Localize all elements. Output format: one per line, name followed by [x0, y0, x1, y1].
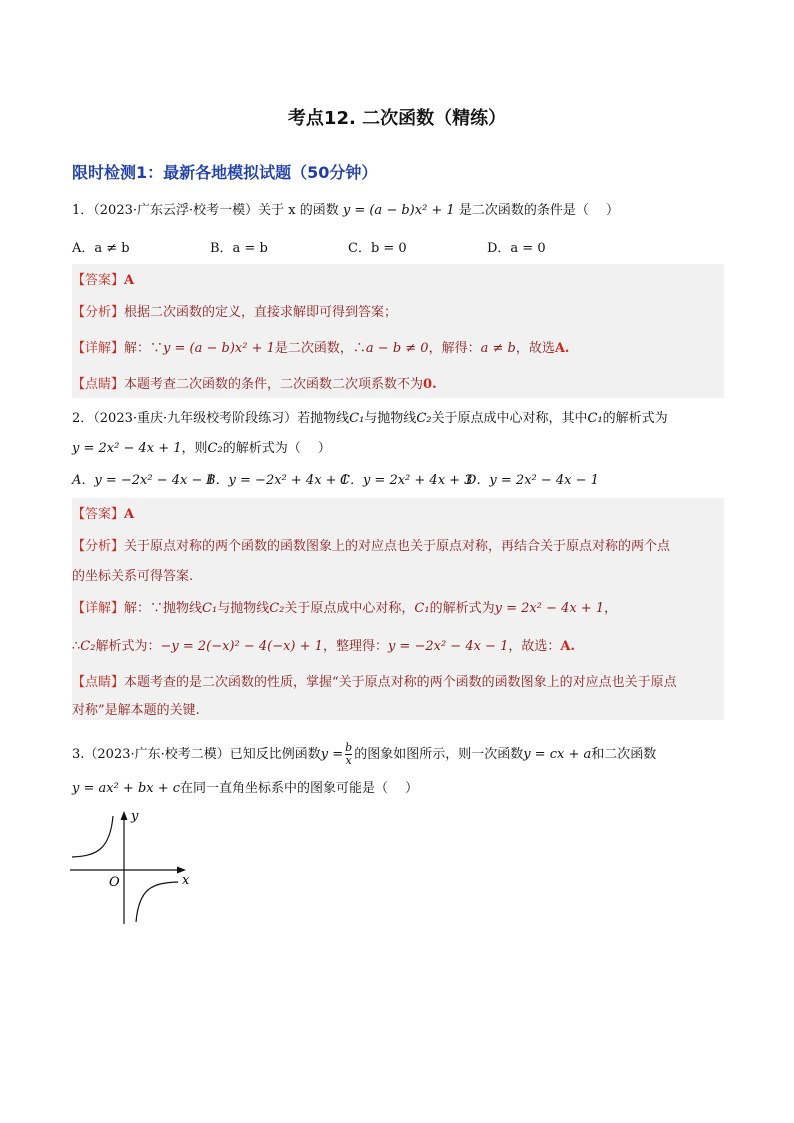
- q3-stem-text: 和二次函数: [591, 747, 657, 762]
- detail-c1: C₁: [202, 601, 218, 616]
- q2-formula: y = 2x² − 4x + 1: [72, 441, 182, 456]
- q1-option-c: C．b = 0: [348, 241, 407, 256]
- q3-stem-text: 3.（2023·广东·校考二模）已知反比例函数: [72, 747, 321, 762]
- answer-value: A: [124, 507, 135, 522]
- q2-answer: [72, 506, 134, 524]
- detail-text: ，故选：: [508, 639, 561, 654]
- answer-label: 【答案】: [72, 507, 125, 522]
- q1-analysis: [72, 304, 397, 322]
- q1-stem-text: 1．（2023·广东云浮·校考一模）关于 x 的函数: [72, 203, 339, 218]
- analysis-text: 关于原点对称的两个函数的函数图象上的对应点也关于原点对称，再结合关于原点对称的两个点: [124, 539, 671, 554]
- x-axis-label: x: [182, 873, 190, 888]
- q1-stem-tail: 是二次函数的条件是（ ）: [458, 203, 619, 218]
- q2-stem-line2: [72, 440, 331, 458]
- q2-c2: C₂: [416, 411, 432, 426]
- detail-c2: C₂: [269, 601, 285, 616]
- answer-value: A: [124, 273, 135, 288]
- q2-stem-text: 与抛物线: [364, 411, 417, 426]
- comment-text: 本题考查二次函数的条件，二次函数二次项系数不为: [124, 377, 424, 392]
- comment-label: 【点睛】: [72, 675, 125, 690]
- hyperbola-branch-upper-left: [72, 816, 113, 857]
- detail-formula: a − b ≠ 0: [365, 341, 429, 356]
- q2-comment-line1: [72, 674, 677, 692]
- hyperbola-branch-lower-right: [136, 882, 178, 922]
- detail-c2: C₂: [80, 639, 96, 654]
- detail-text: 的解析式为: [429, 601, 495, 616]
- q1-comment: [72, 376, 437, 394]
- q2-stem-text: 的解析式为: [602, 411, 668, 426]
- comment-label: 【点睛】: [72, 377, 125, 392]
- q1-option-b: B．a = b: [210, 241, 268, 256]
- q2-analysis-line1: [72, 538, 670, 556]
- section-heading: 限时检测1：最新各地模拟试题（50分钟）: [72, 163, 378, 182]
- q3-frac-prefix: y =: [320, 747, 344, 762]
- q1-option-a: A．a ≠ b: [72, 241, 130, 256]
- comment-value: 0.: [423, 377, 437, 392]
- detail-formula: y = (a − b)x² + 1: [163, 341, 275, 356]
- analysis-text: 根据二次函数的定义，直接求解即可得到答案；: [124, 305, 398, 320]
- q1-stem: [72, 202, 619, 220]
- detail-text: 关于原点成中心对称，: [284, 601, 415, 616]
- q3-hyperbola-graph: [66, 806, 196, 926]
- y-axis-label: y: [131, 809, 139, 824]
- q1-answer: [72, 272, 134, 290]
- analysis-label: 【分析】: [72, 539, 125, 554]
- q2-c1: C₁: [349, 411, 365, 426]
- detail-text: ，故选: [515, 341, 555, 356]
- q3-stem-line1: [72, 742, 656, 767]
- q1-detail: [72, 340, 569, 358]
- detail-text: 解：∵: [124, 341, 164, 356]
- q3-stem-text: 在同一直角坐标系中的图象可能是（ ）: [180, 781, 419, 796]
- q2-analysis-line2: 的坐标关系可得答案.: [72, 569, 194, 584]
- q3-fraction: [345, 742, 352, 767]
- detail-text: ，: [604, 601, 618, 616]
- q2-detail-line1: [72, 600, 617, 618]
- q2-c2: C₂: [207, 441, 223, 456]
- q3-linear-formula: y = cx + a: [523, 747, 592, 762]
- answer-label: 【答案】: [72, 273, 125, 288]
- detail-text: 是二次函数，∴: [274, 341, 366, 356]
- q1-option-d: D．a = 0: [487, 241, 546, 256]
- analysis-label: 【分析】: [72, 305, 125, 320]
- detail-formula: y = 2x² − 4x + 1: [494, 601, 605, 616]
- detail-formula: −y = 2(−x)² − 4(−x) + 1: [160, 639, 323, 654]
- detail-c1: C₁: [414, 601, 430, 616]
- q3-stem-line2: [72, 780, 418, 798]
- fraction-denominator: x: [345, 754, 352, 767]
- detail-formula: y = −2x² − 4x − 1: [387, 639, 509, 654]
- q2-stem-line1: [72, 410, 668, 428]
- q3-stem-text: 的图象如图所示，则一次函数: [354, 747, 524, 762]
- q2-comment-line2: 对称”是解本题的关键.: [72, 703, 200, 718]
- comment-text: 本题考查的是二次函数的性质，掌握“关于原点对称的两个函数的函数图象上的对应点也关于原点: [124, 675, 677, 690]
- detail-label: 【详解】: [72, 341, 125, 356]
- q2-solution-box: [72, 498, 724, 720]
- detail-text: ，解得：: [428, 341, 481, 356]
- q2-option-a: A．y = −2x² − 4x − 1: [72, 473, 215, 488]
- q2-stem-text: 关于原点成中心对称，其中: [431, 411, 588, 426]
- detail-text: ∴: [72, 639, 81, 654]
- detail-text: 解：∵抛物线: [124, 601, 203, 616]
- q2-detail-line2: [72, 638, 575, 656]
- q2-option-b: B．y = −2x² + 4x + 1: [206, 473, 349, 488]
- q3-quadratic-formula: y = ax² + bx + c: [72, 781, 181, 796]
- detail-text: 解析式为：: [95, 639, 161, 654]
- page-title: 考点12. 二次函数（精练）: [287, 108, 507, 129]
- y-axis-arrow: [121, 811, 128, 820]
- detail-label: 【详解】: [72, 601, 125, 616]
- q2-stem-text: 2．（2023·重庆·九年级校考阶段练习）若抛物线: [72, 411, 350, 426]
- fraction-numerator: b: [345, 741, 353, 754]
- q2-stem-text: 的解析式为（ ）: [222, 441, 331, 456]
- detail-text: 与抛物线: [217, 601, 270, 616]
- q2-option-d: D．y = 2x² − 4x − 1: [466, 473, 599, 488]
- q2-stem-text: ，则: [181, 441, 208, 456]
- q1-solution-box: [72, 264, 724, 398]
- detail-formula: a ≠ b: [480, 341, 516, 356]
- detail-text: ，整理得：: [322, 639, 388, 654]
- q2-option-c: C．y = 2x² + 4x + 3: [340, 473, 473, 488]
- origin-label: O: [109, 875, 120, 890]
- detail-choice: A.: [554, 341, 570, 356]
- q2-c1: C₁: [587, 411, 603, 426]
- q1-formula: y = (a − b)x² + 1: [342, 203, 455, 218]
- detail-choice: A.: [560, 639, 575, 654]
